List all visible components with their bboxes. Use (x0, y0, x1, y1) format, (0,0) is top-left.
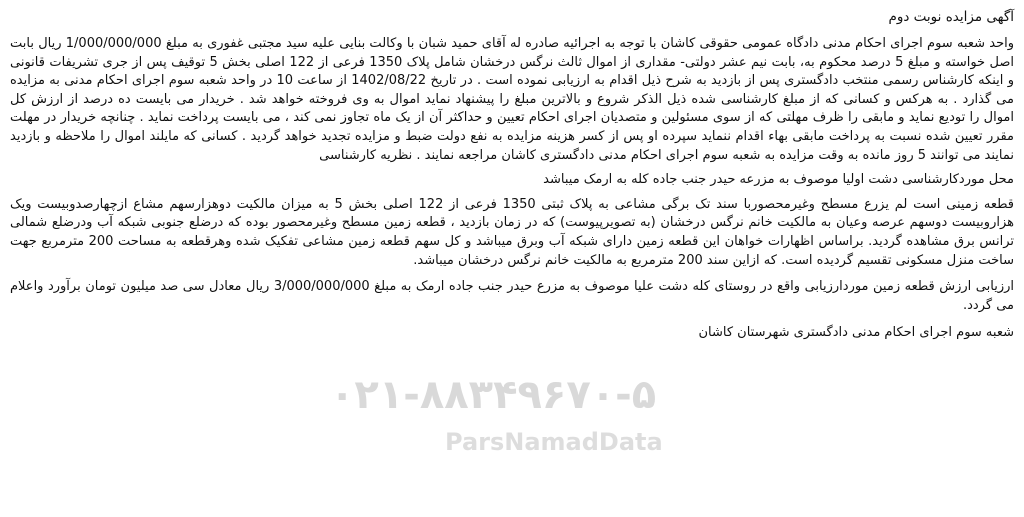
issuing-office: شعبه سوم اجرای احکام مدنی دادگستری شهرستان کاشان (698, 325, 1014, 341)
property-description-paragraph: قطعه زمینی است لم یزرع مسطح وغیرمحصوربا سند تک برگی مشاعی به پلاک ثبتی 1350 فرعی از 122 اصلی بخش 5 به میزان مالکیت دوهزارسهم مشاع ازچهارصدوبیست ویک هزاروبیست دوسهم عرصه وعیان به مالکیت خانم نرگس درخشان (به تصویرپیوست) که در زمان بازدید ، قطعه زمین مسطح وغیرمحصور بوده که درضلع جنوبی شبکه آب ودرضلع شمالی ترانس برق مشاهده گردید. براساس اظهارات خواهان این قطعه زمین دارای شبکه آب وبرق میباشد و کل سهم قطعه زمین مشاعی تفکیک شده وهرقطعه به مساحت 200 مترمربع جهت ساخت منزل مسکونی تقسیم گردیده است. که ازاین سند 200 مترمربع به مالکیت خانم نرگس درخشان میباشد. (10, 196, 1014, 268)
watermark-phone: ۰۲۱-۸۸۳۴۹۶۷۰-۵ (330, 372, 657, 418)
spacer (10, 270, 1014, 278)
notice-main-paragraph: واحد شعبه سوم اجرای احکام مدنی دادگاه عمومی حقوقی کاشان با توجه به اجرائیه صادره له آقای حمید شبان با وکالت بنایی علیه سید مجتبی غفوری به مبلغ 1/000/000/000 ریال بابت اصل خواسته و مبلغ 5 درصد محکوم به، بابت نیم عشر دولتی- مقداری از اموال ثالث نرگس درخشان شامل پلاک 1350 فرعی از 122 اصلی بخش 5 توقیف پس از جری تشریفات قانونی و اینکه کارشناس رسمی منتخب دادگستری پس از بازدید به شرح ذیل اقدام به ارزیابی نموده است . در تاریخ 1402/08/22 از ساعت 10 در واحد شعبه سوم اجرای احکام مدنی به مزایده می گذارد . به هرکس و کسانی که از مبلغ کارشناسی شده ذیل الذکر شروع و بالاترین مبلغ را پیشنهاد نماید اموال به وی فروخته خواهد شد . خریدار می بایست ده درصد از ارزش کل اموال را تودیع نماید و مابقی را ظرف مهلتی که از سوی مسئولین و متصدیان اجرای احکام تعیین و حداکثر آن از یک ماه تجاوز نمی کند ، می بایست پرداخت نماید . چنانچه خریدار در مهلت مقرر تعیین شده نسبت به پرداخت مابقی بهاء اقدام ننماید سپرده او پس از کسر هزینه مزایده به نفع دولت ضبط و مزایده تجدید خواهد گردید . کسانی که مایلند اموال را ملاحظه و بازدید نمایند می توانند 5 روز مانده به وقت مزایده به شعبه سوم اجرای احکام مدنی دادگستری کاشان مراجعه نمایند . نظریه کارشناسی (10, 36, 1014, 163)
property-location-line: محل موردکارشناسی دشت اولیا موصوف به مزرعه حیدر جنب جاده کله به ارمک میباشد (543, 172, 1014, 188)
spacer (10, 315, 1014, 323)
valuation-paragraph: ارزیابی ارزش قطعه زمین موردارزیابی واقع در روستای کله دشت علیا موصوف به مزرع حیدر جنب جاده ارمک به مبلغ 3/000/000/000 ریال معادل سی صد میلیون تومان برآورد واعلام می گردد. (10, 279, 1014, 313)
watermark-brand: ParsNamadData (445, 428, 663, 456)
notice-title: آگهی مزایده نوبت دوم (888, 9, 1014, 25)
